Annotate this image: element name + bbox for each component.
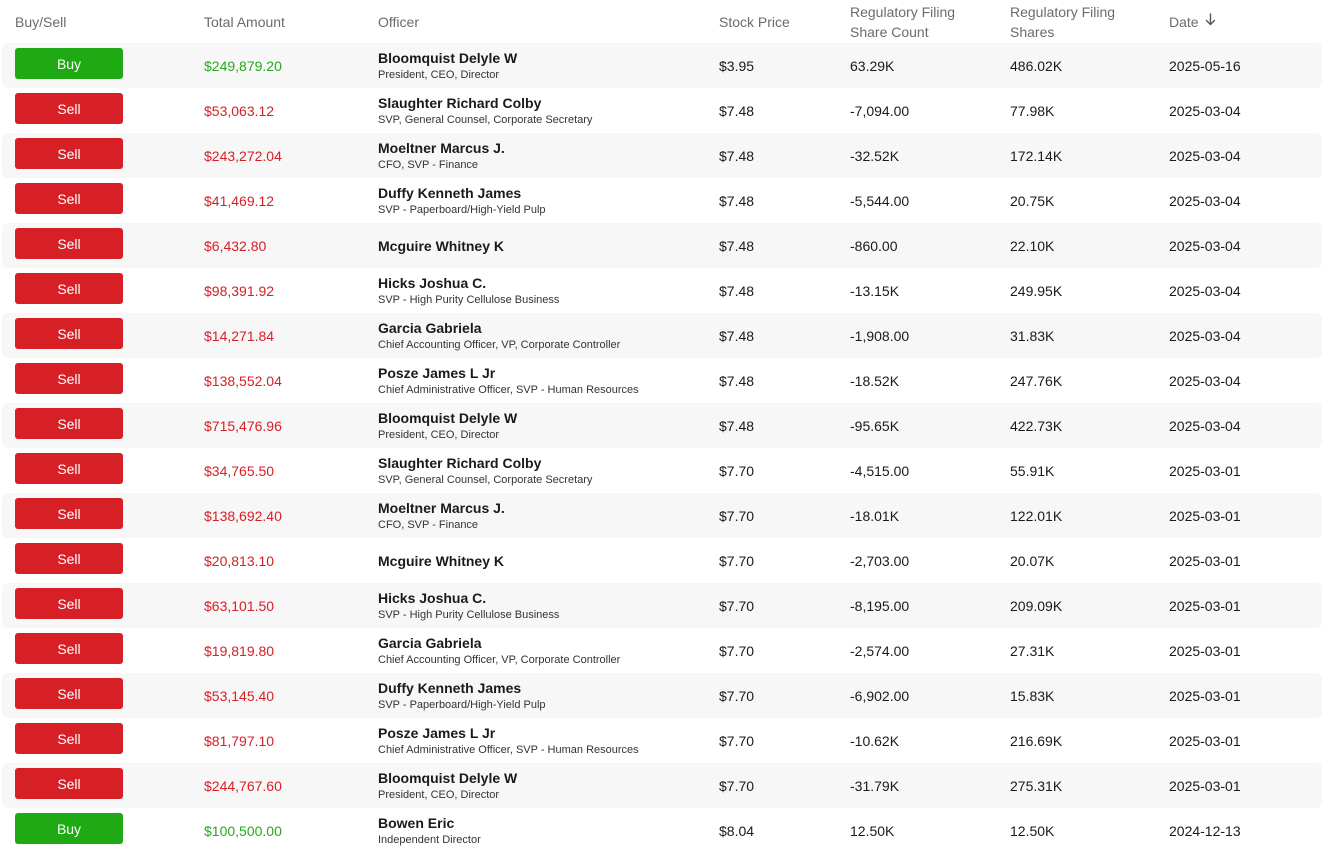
filing-shares: 247.76K	[1010, 372, 1063, 389]
officer-title: CFO, SVP - Finance	[378, 158, 479, 171]
column-header-label: Date	[1169, 13, 1199, 30]
stock-price: $7.48	[719, 147, 755, 164]
filing-share-count: -2,703.00	[850, 552, 910, 569]
officer-title: SVP - Paperboard/High-Yield Pulp	[378, 203, 546, 216]
total-amount: $249,879.20	[204, 57, 282, 74]
filing-shares: 275.31K	[1010, 777, 1063, 794]
stock-price: $7.48	[719, 237, 755, 254]
table-row[interactable]	[2, 88, 1322, 133]
table-row[interactable]	[2, 448, 1322, 493]
total-amount: $98,391.92	[204, 282, 275, 299]
filing-shares: 486.02K	[1010, 57, 1063, 74]
officer-name: Slaughter Richard Colby	[378, 94, 542, 111]
trade-date: 2025-03-01	[1169, 507, 1241, 524]
column-header-label: Officer	[378, 13, 419, 30]
sell-sell-badge-button[interactable]: Sell	[15, 138, 123, 169]
column-header-officer[interactable]	[378, 0, 419, 43]
column-header-buy-sell[interactable]	[15, 0, 66, 43]
filing-share-count: -7,094.00	[850, 102, 910, 119]
officer-cell[interactable]	[378, 358, 639, 403]
filing-share-count: -860.00	[850, 237, 898, 254]
stock-price: $7.48	[719, 417, 755, 434]
officer-cell[interactable]	[378, 313, 620, 358]
officer-title: President, CEO, Director	[378, 68, 500, 81]
total-amount: $6,432.80	[204, 237, 267, 254]
column-header-line: Regulatory Filing	[1010, 3, 1116, 20]
trade-date: 2025-03-04	[1169, 102, 1241, 119]
stock-price: $8.04	[719, 822, 755, 839]
officer-title: SVP, General Counsel, Corporate Secretary	[378, 473, 593, 486]
officer-name: Mcguire Whitney K	[378, 237, 505, 254]
filing-shares: 31.83K	[1010, 327, 1055, 344]
trade-date: 2025-03-01	[1169, 597, 1241, 614]
filing-share-count: -95.65K	[850, 417, 900, 434]
table-row[interactable]	[2, 808, 1322, 853]
sell-sell-badge-button[interactable]: Sell	[15, 543, 123, 574]
officer-cell[interactable]	[378, 538, 504, 583]
table-row[interactable]	[2, 763, 1322, 808]
officer-title: Independent Director	[378, 833, 481, 846]
sell-sell-badge-button[interactable]: Sell	[15, 183, 123, 214]
filing-shares: 209.09K	[1010, 597, 1063, 614]
total-amount: $243,272.04	[204, 147, 282, 164]
trade-date: 2025-03-04	[1169, 237, 1241, 254]
stock-price: $7.70	[719, 597, 755, 614]
filing-share-count: -2,574.00	[850, 642, 910, 659]
officer-cell[interactable]	[378, 88, 592, 133]
sell-sell-badge-button[interactable]: Sell	[15, 768, 123, 799]
filing-share-count: -31.79K	[850, 777, 900, 794]
trade-date: 2025-03-04	[1169, 327, 1241, 344]
officer-name: Garcia Gabriela	[378, 634, 482, 651]
column-header-filing-share-count[interactable]	[850, 0, 955, 43]
filing-share-count: -18.52K	[850, 372, 900, 389]
filing-shares: 22.10K	[1010, 237, 1055, 254]
table-row[interactable]	[2, 403, 1322, 448]
table-row[interactable]	[2, 178, 1322, 223]
officer-cell[interactable]	[378, 763, 517, 808]
total-amount: $715,476.96	[204, 417, 282, 434]
filing-share-count: -13.15K	[850, 282, 900, 299]
total-amount: $53,063.12	[204, 102, 275, 119]
officer-title: CFO, SVP - Finance	[378, 518, 479, 531]
officer-name: Hicks Joshua C.	[378, 274, 487, 291]
officer-name: Mcguire Whitney K	[378, 552, 505, 569]
filing-share-count: -32.52K	[850, 147, 900, 164]
stock-price: $7.70	[719, 507, 755, 524]
total-amount: $100,500.00	[204, 822, 282, 839]
officer-cell[interactable]	[378, 448, 592, 493]
trade-date: 2025-03-01	[1169, 552, 1241, 569]
officer-cell[interactable]	[378, 223, 504, 268]
column-header-line: Shares	[1010, 23, 1055, 40]
table-row[interactable]	[2, 313, 1322, 358]
column-header-stock-price[interactable]	[719, 0, 790, 43]
column-header-label: Stock Price	[719, 13, 790, 30]
filing-shares: 12.50K	[1010, 822, 1055, 839]
stock-price: $7.48	[719, 282, 755, 299]
column-header-line: Share Count	[850, 23, 929, 40]
column-header-label	[850, 2, 955, 42]
filing-share-count: -4,515.00	[850, 462, 910, 479]
table-row[interactable]	[2, 538, 1322, 583]
table-header	[0, 0, 1326, 43]
column-header-label	[1010, 2, 1115, 42]
officer-cell[interactable]	[378, 43, 517, 88]
filing-shares: 422.73K	[1010, 417, 1063, 434]
sell-sell-badge-button[interactable]: Sell	[15, 93, 123, 124]
stock-price: $7.70	[719, 462, 755, 479]
trade-date: 2025-05-16	[1169, 57, 1241, 74]
sell-sell-badge-button[interactable]: Sell	[15, 723, 123, 754]
officer-cell[interactable]	[378, 493, 505, 538]
trade-date: 2025-03-01	[1169, 732, 1241, 749]
filing-shares: 77.98K	[1010, 102, 1055, 119]
column-header-label: Buy/Sell	[15, 13, 67, 30]
stock-price: $7.70	[719, 687, 755, 704]
stock-price: $7.48	[719, 372, 755, 389]
officer-title: SVP, General Counsel, Corporate Secretary	[378, 113, 593, 126]
sell-sell-badge-button[interactable]: Sell	[15, 588, 123, 619]
table-row[interactable]	[2, 268, 1322, 313]
stock-price: $7.70	[719, 732, 755, 749]
officer-title: President, CEO, Director	[378, 788, 500, 801]
officer-title: Chief Administrative Officer, SVP - Human Resources	[378, 383, 639, 396]
trade-date: 2025-03-01	[1169, 687, 1241, 704]
filing-share-count: 12.50K	[850, 822, 895, 839]
filing-shares: 122.01K	[1010, 507, 1063, 524]
officer-title: President, CEO, Director	[378, 428, 500, 441]
filing-shares: 55.91K	[1010, 462, 1055, 479]
filing-shares: 216.69K	[1010, 732, 1063, 749]
table-row[interactable]	[2, 43, 1322, 88]
officer-name: Moeltner Marcus J.	[378, 499, 505, 516]
trade-date: 2025-03-01	[1169, 642, 1241, 659]
sell-sell-badge-button[interactable]: Sell	[15, 318, 123, 349]
filing-share-count: -5,544.00	[850, 192, 910, 209]
officer-name: Bloomquist Delyle W	[378, 409, 518, 426]
officer-cell[interactable]	[378, 403, 517, 448]
trade-date: 2025-03-04	[1169, 417, 1241, 434]
sell-sell-badge-button[interactable]: Sell	[15, 498, 123, 529]
column-header-line: Regulatory Filing	[850, 3, 956, 20]
table-row[interactable]	[2, 673, 1322, 718]
officer-name: Bloomquist Delyle W	[378, 769, 518, 786]
stock-price: $7.70	[719, 777, 755, 794]
filing-share-count: -18.01K	[850, 507, 900, 524]
officer-title: Chief Administrative Officer, SVP - Human Resources	[378, 743, 639, 756]
total-amount: $19,819.80	[204, 642, 275, 659]
officer-cell[interactable]	[378, 718, 639, 763]
filing-shares: 172.14K	[1010, 147, 1063, 164]
officer-name: Duffy Kenneth James	[378, 679, 522, 696]
total-amount: $244,767.60	[204, 777, 282, 794]
sell-sell-badge-button[interactable]: Sell	[15, 408, 123, 439]
stock-price: $7.48	[719, 192, 755, 209]
total-amount: $138,692.40	[204, 507, 282, 524]
trade-date: 2025-03-01	[1169, 462, 1241, 479]
total-amount: $63,101.50	[204, 597, 275, 614]
officer-name: Hicks Joshua C.	[378, 589, 487, 606]
sell-sell-badge-button[interactable]: Sell	[15, 273, 123, 304]
officer-name: Posze James L Jr	[378, 724, 496, 741]
sell-sell-badge-button[interactable]: Sell	[15, 633, 123, 664]
sell-sell-badge-button[interactable]: Sell	[15, 228, 123, 259]
officer-cell[interactable]	[378, 808, 481, 853]
table-row[interactable]	[2, 223, 1322, 268]
total-amount: $81,797.10	[204, 732, 275, 749]
officer-name: Slaughter Richard Colby	[378, 454, 542, 471]
officer-name: Duffy Kenneth James	[378, 184, 522, 201]
officer-name: Garcia Gabriela	[378, 319, 482, 336]
officer-title: SVP - Paperboard/High-Yield Pulp	[378, 698, 546, 711]
officer-title: SVP - High Purity Cellulose Business	[378, 293, 560, 306]
trade-date: 2025-03-04	[1169, 372, 1241, 389]
total-amount: $138,552.04	[204, 372, 282, 389]
table-row[interactable]	[2, 358, 1322, 403]
sell-sell-badge-button[interactable]: Sell	[15, 453, 123, 484]
buy-sell-badge-button[interactable]: Buy	[15, 48, 123, 79]
officer-title: Chief Accounting Officer, VP, Corporate Controller	[378, 338, 621, 351]
officer-cell[interactable]	[378, 628, 620, 673]
filing-shares: 20.75K	[1010, 192, 1055, 209]
table-row[interactable]	[2, 583, 1322, 628]
stock-price: $3.95	[719, 57, 755, 74]
column-header-date[interactable]	[1169, 0, 1216, 43]
column-header-total-amount[interactable]	[204, 0, 285, 43]
total-amount: $20,813.10	[204, 552, 275, 569]
total-amount: $41,469.12	[204, 192, 275, 209]
officer-cell[interactable]	[378, 673, 546, 718]
buy-sell-badge-button[interactable]: Buy	[15, 813, 123, 844]
sell-sell-badge-button[interactable]: Sell	[15, 678, 123, 709]
table-row[interactable]	[2, 133, 1322, 178]
officer-cell[interactable]	[378, 133, 505, 178]
officer-title: SVP - High Purity Cellulose Business	[378, 608, 560, 621]
total-amount: $53,145.40	[204, 687, 275, 704]
filing-share-count: -6,902.00	[850, 687, 910, 704]
trade-date: 2024-12-13	[1169, 822, 1241, 839]
officer-name: Moeltner Marcus J.	[378, 139, 505, 156]
filing-shares: 249.95K	[1010, 282, 1063, 299]
trade-date: 2025-03-04	[1169, 147, 1241, 164]
column-header-filing-shares[interactable]	[1010, 0, 1115, 43]
officer-name: Bloomquist Delyle W	[378, 49, 518, 66]
total-amount: $34,765.50	[204, 462, 275, 479]
arrow-down-icon[interactable]	[1205, 12, 1216, 32]
table-row[interactable]	[2, 628, 1322, 673]
filing-share-count: -8,195.00	[850, 597, 910, 614]
stock-price: $7.48	[719, 102, 755, 119]
table-row[interactable]	[2, 718, 1322, 763]
trade-date: 2025-03-01	[1169, 777, 1241, 794]
officer-name: Posze James L Jr	[378, 364, 496, 381]
trade-date: 2025-03-04	[1169, 192, 1241, 209]
sell-sell-badge-button[interactable]: Sell	[15, 363, 123, 394]
filing-share-count: -10.62K	[850, 732, 900, 749]
filing-shares: 20.07K	[1010, 552, 1055, 569]
column-header-label: Total Amount	[204, 13, 285, 30]
officer-title: Chief Accounting Officer, VP, Corporate Controller	[378, 653, 621, 666]
stock-price: $7.48	[719, 327, 755, 344]
filing-shares: 15.83K	[1010, 687, 1055, 704]
officer-name: Bowen Eric	[378, 814, 455, 831]
filing-shares: 27.31K	[1010, 642, 1055, 659]
stock-price: $7.70	[719, 642, 755, 659]
total-amount: $14,271.84	[204, 327, 275, 344]
table-row[interactable]	[2, 493, 1322, 538]
officer-cell[interactable]	[378, 268, 559, 313]
filing-share-count: 63.29K	[850, 57, 895, 74]
trade-date: 2025-03-04	[1169, 282, 1241, 299]
stock-price: $7.70	[719, 552, 755, 569]
officer-cell[interactable]	[378, 583, 559, 628]
filing-share-count: -1,908.00	[850, 327, 910, 344]
officer-cell[interactable]	[378, 178, 546, 223]
